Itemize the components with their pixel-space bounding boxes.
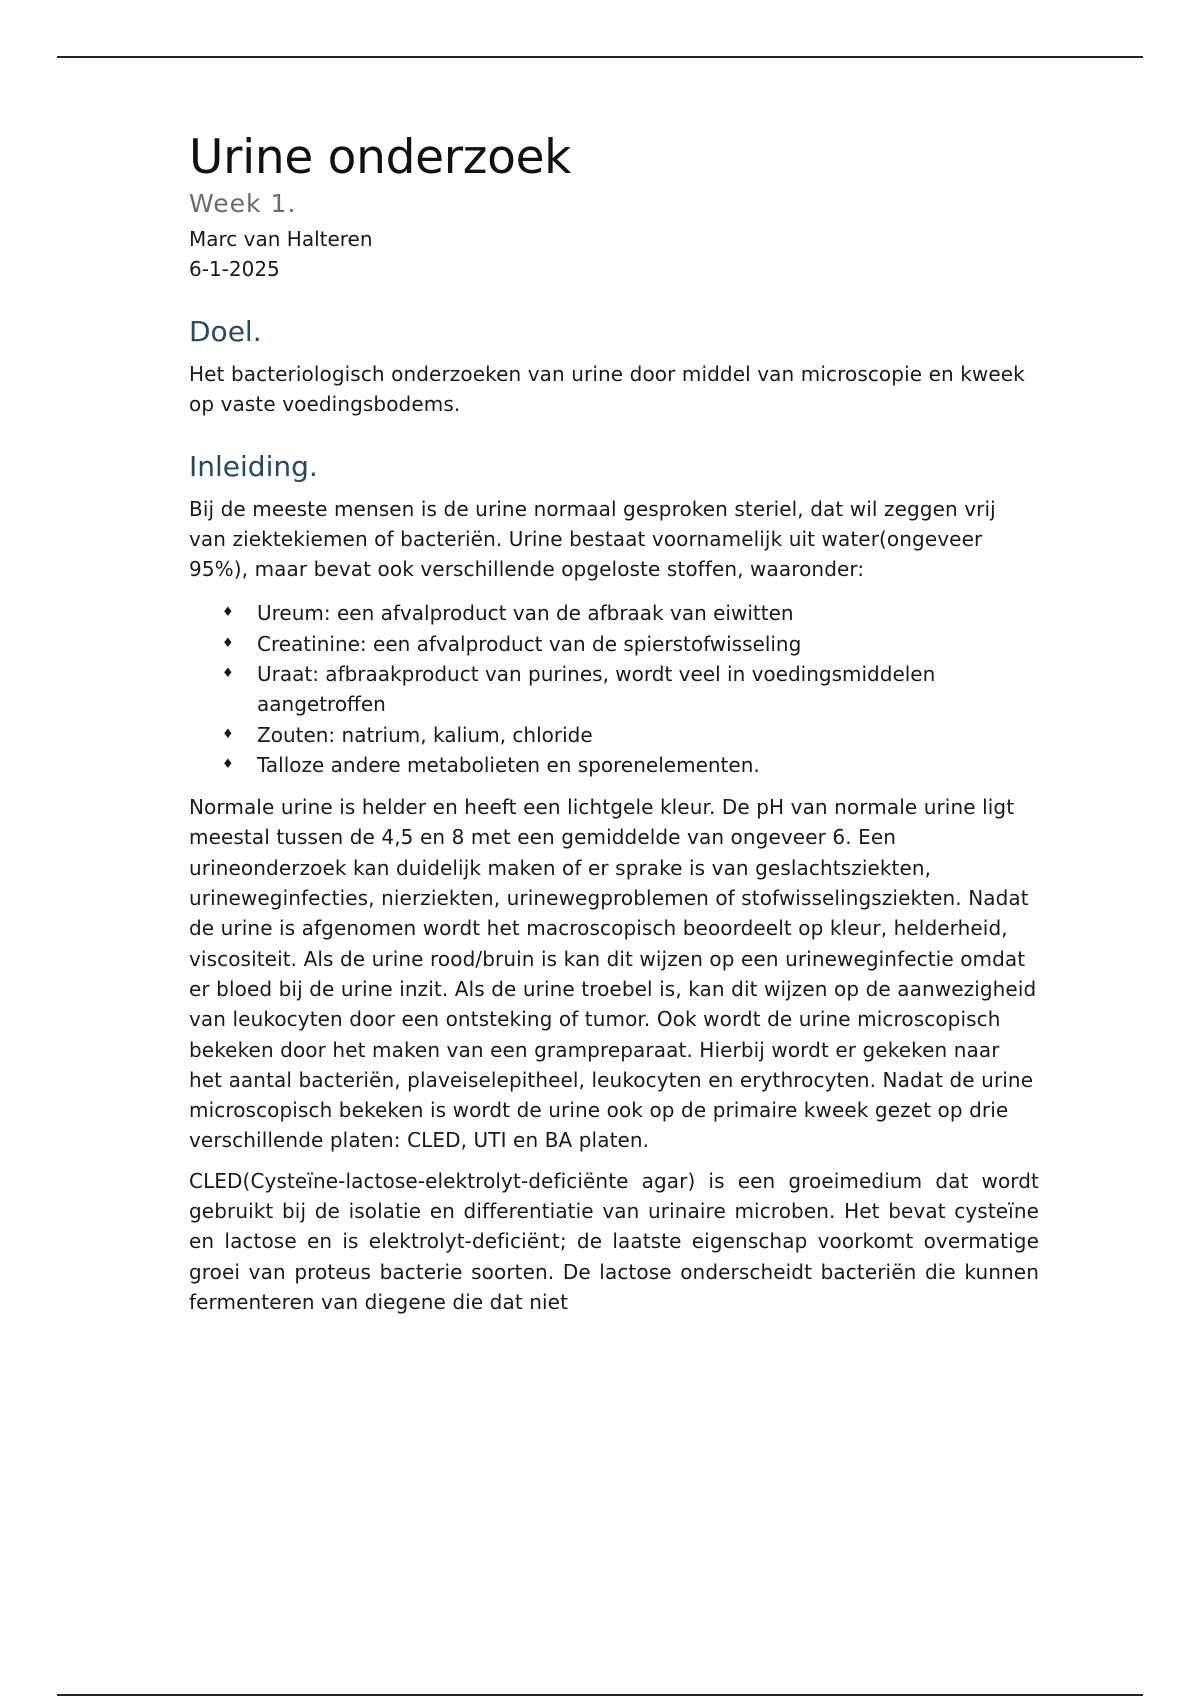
list-item-text: Creatinine: een afvalproduct van de spierstofwisseling (257, 631, 802, 656)
normal-urine-paragraph: Normale urine is helder en heeft een lichtgele kleur. De pH van normale urine ligt meestal tussen de 4,5 en 8 met een gemiddelde van ongeveer 6. Een urineonderzoek kan duidelijk maken of er sprake is van geslachtsziekten, urineweginfecties, nierziekten, urinewegproblemen of stofwisselingsziekten. Nadat de urine is afgenomen wordt het macroscopisch beoordeelt op kleur, helderheid, viscositeit. Als de urine rood/bruin is kan dit wijzen op een urineweginfectie omdat er bloed bij de urine inzit. Als de urine troebel is, kan dit wijzen op de aanwezigheid van leukocyten door een ontsteking of tumor. Ook wordt de urine microscopisch bekeken door het maken van een grampreparaat. Hierbij wordt er gekeken naar het aantal bacteriën, plaveiselepitheel, leukocyten en erythrocyten. Nadat de urine microscopisch bekeken is wordt de urine ook op de primaire kweek gezet op drie verschillende platen: CLED, UTI en BA platen. (189, 795, 1037, 1153)
document-subtitle: Week 1. (189, 188, 297, 218)
list-item (189, 598, 1039, 628)
list-item-text: Zouten: natrium, kalium, chloride (257, 722, 593, 747)
diamond-bullet-icon: ♦ (222, 665, 234, 681)
diamond-bullet-icon: ♦ (222, 635, 234, 651)
document-title: Urine onderzoek (189, 130, 572, 185)
solutes-bullet-list (189, 598, 1039, 780)
list-item (189, 720, 1039, 750)
diamond-bullet-icon: ♦ (222, 605, 234, 621)
diamond-bullet-icon: ♦ (222, 726, 234, 742)
document-body (189, 132, 1039, 1327)
cled-paragraph: CLED(Cysteïne-lactose-elektrolyt-deficiënte agar) is een groeimedium dat wordt gebruikt bij de isolatie en differentiatie van urinaire microben. Het bevat cysteïne en lactose en is elektrolyt-deficiënt; de laatste eigenschap voorkomt overmatige groei van proteus bacterie soorten. De lactose onderscheidt bacteriën die kunnen fermenteren van diegene die dat niet (189, 1168, 1039, 1314)
doel-paragraph: Het bacteriologisch onderzoeken van urine door middel van microscopie en kweek op vaste voedingsbodems. (189, 361, 1025, 416)
bottom-horizontal-rule (57, 1694, 1143, 1696)
document-meta (189, 224, 1039, 284)
list-item (189, 659, 1039, 720)
author-name: Marc van Halteren (189, 227, 373, 252)
inleiding-intro-paragraph: Bij de meeste mensen is de urine normaal gesproken steriel, dat wil zeggen vrij van ziektekiemen of bacteriën. Urine bestaat voornamelijk uit water(ongeveer 95%), maar bevat ook verschillende opgeloste stoffen, waaronder: (189, 496, 996, 582)
document-date: 6-1-2025 (189, 257, 280, 282)
list-item-text: Talloze andere metabolieten en sporenelementen. (257, 752, 760, 777)
section-heading-doel: Doel. (189, 315, 262, 349)
section-heading-inleiding: Inleiding. (189, 450, 318, 484)
list-item (189, 629, 1039, 659)
top-horizontal-rule (57, 56, 1143, 58)
list-item-text: Uraat: afbraakproduct van purines, wordt veel in voedingsmiddelen aangetroffen (257, 661, 936, 717)
list-item (189, 750, 1039, 780)
list-item-text: Ureum: een afvalproduct van de afbraak van eiwitten (257, 601, 794, 626)
diamond-bullet-icon: ♦ (222, 756, 234, 772)
